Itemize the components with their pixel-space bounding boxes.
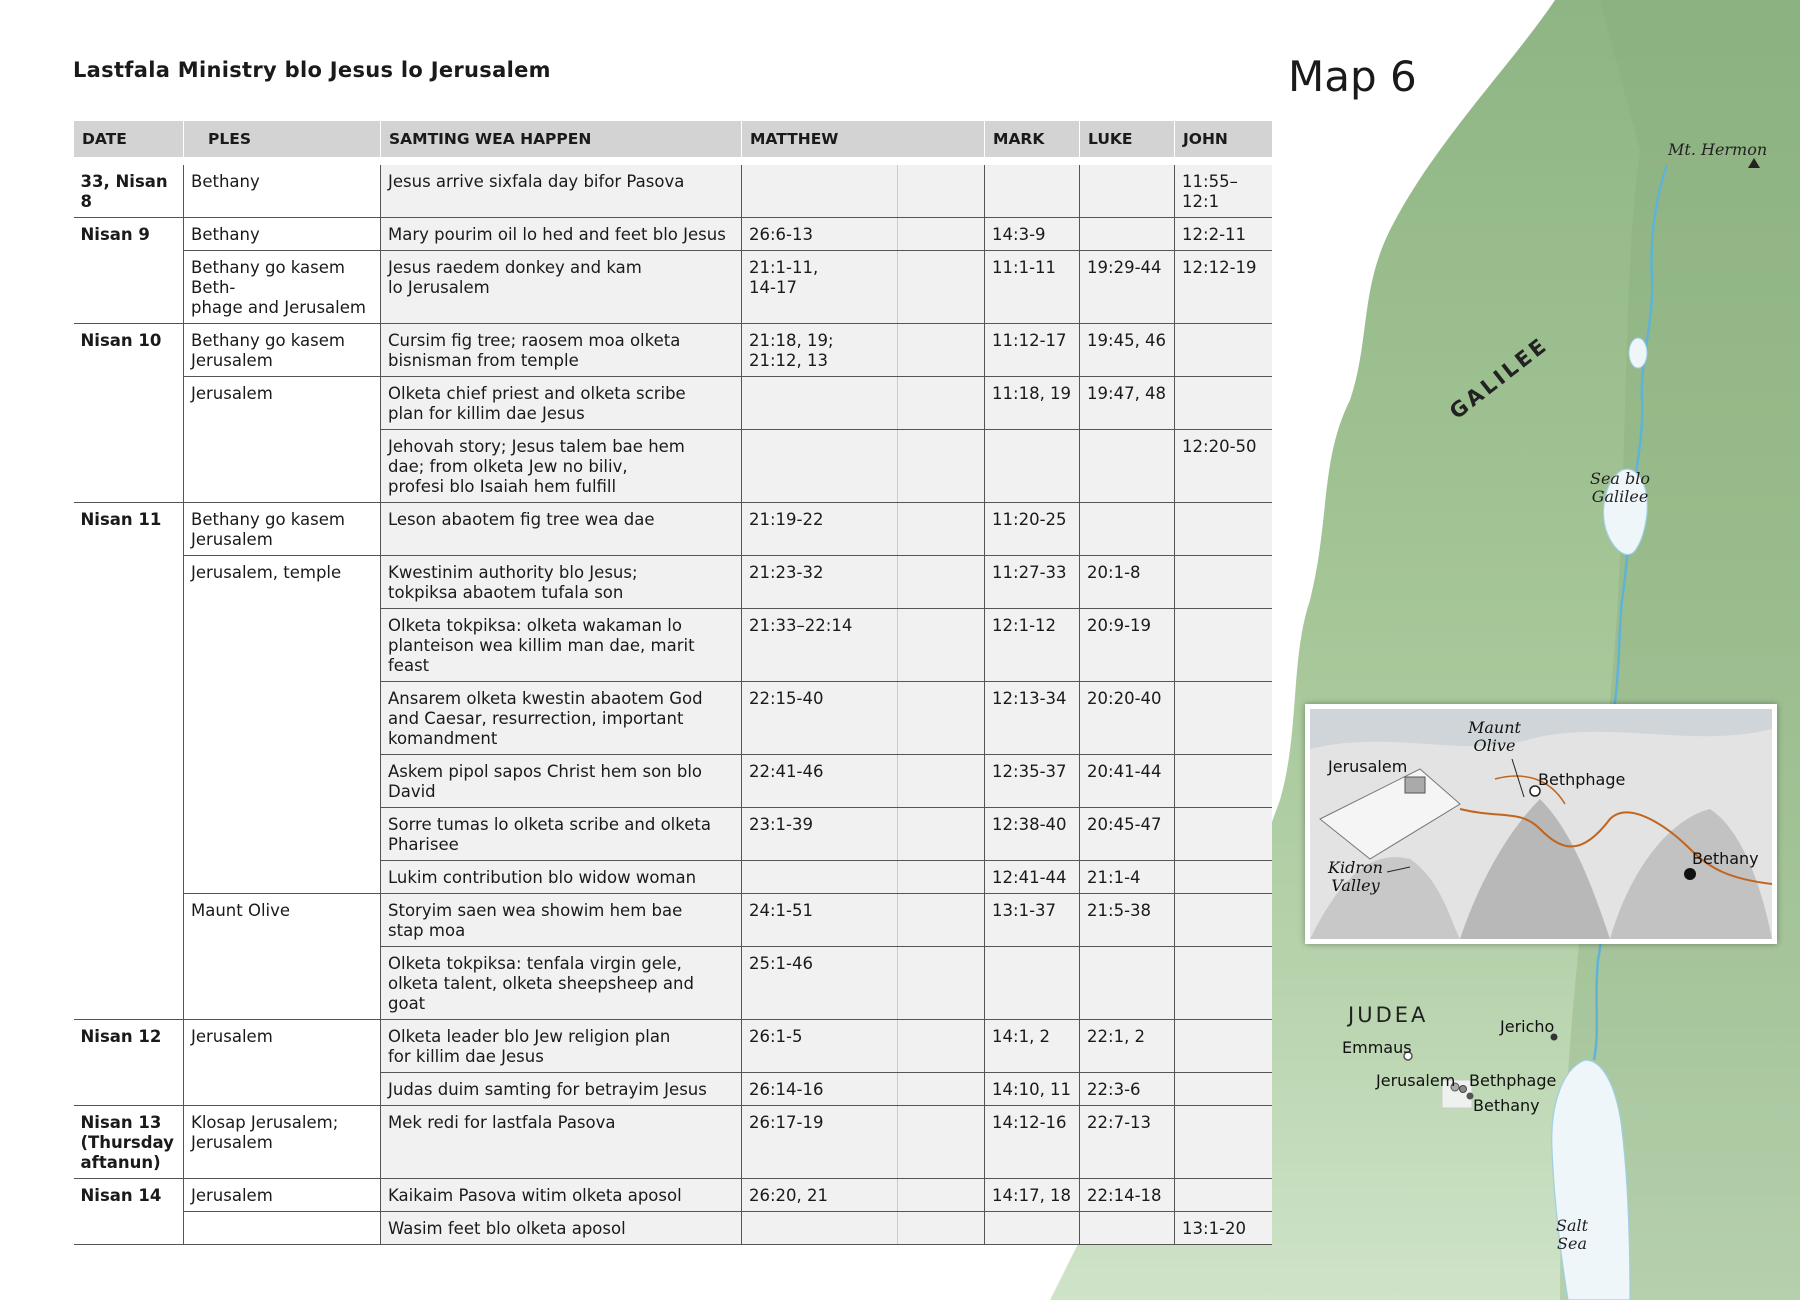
cell-john	[1175, 861, 1272, 894]
cell-mark: 14:3-9	[985, 218, 1080, 251]
page-title: Lastfala Ministry blo Jesus lo Jerusalem	[73, 58, 551, 82]
cell-john: 13:1-20	[1175, 1212, 1272, 1245]
cell-matthew: 26:14-16	[742, 1073, 898, 1106]
column-header-matthew: MATTHEW	[742, 121, 985, 157]
map-label-galilee: GALILEE	[1445, 332, 1553, 424]
cell-john	[1175, 556, 1272, 609]
cell-john	[1175, 808, 1272, 861]
header-gap	[74, 157, 1272, 165]
column-header-event: SAMTING WEA HAPPEN	[381, 121, 742, 157]
cell-matthew: 22:41-46	[742, 755, 898, 808]
cell-date	[74, 609, 184, 682]
cell-matthew: 26:1-5	[742, 1020, 898, 1073]
matthew-spacer-cell	[898, 682, 985, 755]
table-row	[74, 430, 1272, 503]
cell-ples: Bethany	[184, 165, 381, 218]
cell-date	[74, 808, 184, 861]
cell-event: Wasim feet blo olketa aposol	[381, 1212, 742, 1245]
cell-ples	[184, 947, 381, 1020]
table-row	[74, 609, 1272, 682]
matthew-spacer-cell	[898, 430, 985, 503]
table-row	[74, 324, 1272, 377]
cell-john	[1175, 1073, 1272, 1106]
table-row	[74, 947, 1272, 1020]
cell-mark: 13:1-37	[985, 894, 1080, 947]
cell-date	[74, 377, 184, 430]
cell-mark: 12:38-40	[985, 808, 1080, 861]
table-body	[74, 157, 1272, 1245]
cell-ples	[184, 1073, 381, 1106]
matthew-spacer-cell	[898, 1073, 985, 1106]
table-header-row	[74, 121, 1272, 157]
cell-mark: 12:1-12	[985, 609, 1080, 682]
cell-event: Sorre tumas lo olketa scribe and olketa Pharisee	[381, 808, 742, 861]
table-row	[74, 682, 1272, 755]
cell-date: 33, Nisan 8	[74, 165, 184, 218]
cell-date: Nisan 11	[74, 503, 184, 556]
cell-date: Nisan 12	[74, 1020, 184, 1073]
cell-john	[1175, 1179, 1272, 1212]
cell-mark: 12:13-34	[985, 682, 1080, 755]
table-row	[74, 861, 1272, 894]
cell-event: Storyim saen wea showim hem bae stap moa	[381, 894, 742, 947]
cell-mark	[985, 430, 1080, 503]
table-row	[74, 251, 1272, 324]
cell-date: Nisan 9	[74, 218, 184, 251]
cell-luke: 20:9-19	[1080, 609, 1175, 682]
table-row	[74, 377, 1272, 430]
cell-john	[1175, 503, 1272, 556]
inset-label-bethphage: Bethphage	[1538, 770, 1626, 789]
cell-event: Olketa leader blo Jew religion plan for killim dae Jesus	[381, 1020, 742, 1073]
matthew-spacer-cell	[898, 251, 985, 324]
cell-mark: 11:12-17	[985, 324, 1080, 377]
cell-ples: Bethany	[184, 218, 381, 251]
cell-mark: 12:41-44	[985, 861, 1080, 894]
map-label-bethphage: Bethphage	[1469, 1071, 1557, 1090]
cell-luke	[1080, 1212, 1175, 1245]
inset-label-bethany: Bethany	[1692, 849, 1759, 868]
cell-ples	[184, 1212, 381, 1245]
cell-event: Askem pipol sapos Christ hem son blo David	[381, 755, 742, 808]
cell-ples	[184, 430, 381, 503]
cell-event: Olketa chief priest and olketa scribe plan for killim dae Jesus	[381, 377, 742, 430]
table-row	[74, 808, 1272, 861]
cell-matthew: 26:6-13	[742, 218, 898, 251]
cell-ples: Jerusalem	[184, 1020, 381, 1073]
map-number-label: Map 6	[1288, 52, 1417, 101]
cell-date	[74, 1073, 184, 1106]
matthew-spacer-cell	[898, 218, 985, 251]
cell-luke: 22:14-18	[1080, 1179, 1175, 1212]
map-label-judea: JUDEA	[1348, 1003, 1429, 1027]
cell-mark: 11:18, 19	[985, 377, 1080, 430]
cell-ples: Bethany go kasem Jerusalem	[184, 503, 381, 556]
cell-event: Jehovah story; Jesus talem bae hem dae; from olketa Jew no biliv, profesi blo Isaiah hem fulfill	[381, 430, 742, 503]
cell-john	[1175, 609, 1272, 682]
cell-event: Leson abaotem fig tree wea dae	[381, 503, 742, 556]
column-header-luke: LUKE	[1080, 121, 1175, 157]
cell-luke: 22:1, 2	[1080, 1020, 1175, 1073]
cell-matthew	[742, 430, 898, 503]
cell-matthew: 21:1-11, 14-17	[742, 251, 898, 324]
cell-matthew: 26:17-19	[742, 1106, 898, 1179]
matthew-spacer-cell	[898, 503, 985, 556]
cell-date	[74, 682, 184, 755]
inset-label-kidron-valley: Kidron Valley	[1328, 858, 1383, 895]
cell-event: Olketa tokpiksa: tenfala virgin gele, olketa talent, olketa sheepsheep and goat	[381, 947, 742, 1020]
cell-luke: 20:20-40	[1080, 682, 1175, 755]
cell-mark: 11:1-11	[985, 251, 1080, 324]
cell-luke: 20:1-8	[1080, 556, 1175, 609]
matthew-spacer-cell	[898, 1212, 985, 1245]
cell-ples	[184, 861, 381, 894]
cell-ples: Jerusalem	[184, 1179, 381, 1212]
cell-luke: 22:3-6	[1080, 1073, 1175, 1106]
cell-event: Mek redi for lastfala Pasova	[381, 1106, 742, 1179]
cell-john: 12:2-11	[1175, 218, 1272, 251]
cell-ples: Jerusalem, temple	[184, 556, 381, 609]
column-header-ples: PLES	[184, 121, 381, 157]
matthew-spacer-cell	[898, 556, 985, 609]
matthew-spacer-cell	[898, 1179, 985, 1212]
cell-luke: 21:5-38	[1080, 894, 1175, 947]
column-header-mark: MARK	[985, 121, 1080, 157]
bethphage-marker	[1460, 1086, 1467, 1093]
cell-matthew: 21:19-22	[742, 503, 898, 556]
cell-matthew: 24:1-51	[742, 894, 898, 947]
cell-mark: 14:1, 2	[985, 1020, 1080, 1073]
cell-ples	[184, 609, 381, 682]
cell-mark	[985, 165, 1080, 218]
cell-ples: Bethany go kasem Jerusalem	[184, 324, 381, 377]
cell-date: Nisan 10	[74, 324, 184, 377]
cell-ples	[184, 682, 381, 755]
cell-matthew: 23:1-39	[742, 808, 898, 861]
cell-matthew: 26:20, 21	[742, 1179, 898, 1212]
table-row	[74, 894, 1272, 947]
cell-matthew	[742, 165, 898, 218]
cell-mark: 14:12-16	[985, 1106, 1080, 1179]
matthew-spacer-cell	[898, 165, 985, 218]
map-label-jericho: Jericho	[1500, 1017, 1555, 1036]
matthew-spacer-cell	[898, 861, 985, 894]
cell-luke: 21:1-4	[1080, 861, 1175, 894]
column-header-date: DATE	[74, 121, 184, 157]
cell-john	[1175, 755, 1272, 808]
cell-john: 12:20-50	[1175, 430, 1272, 503]
cell-ples: Bethany go kasem Beth- phage and Jerusalem	[184, 251, 381, 324]
table-row	[74, 1179, 1272, 1212]
cell-mark: 12:35-37	[985, 755, 1080, 808]
cell-matthew	[742, 861, 898, 894]
inset-map	[1305, 704, 1777, 944]
cell-event: Lukim contribution blo widow woman	[381, 861, 742, 894]
cell-mark	[985, 1212, 1080, 1245]
cell-matthew: 21:33–22:14	[742, 609, 898, 682]
cell-mark: 14:17, 18	[985, 1179, 1080, 1212]
column-header-john: JOHN	[1175, 121, 1272, 157]
cell-john	[1175, 1106, 1272, 1179]
cell-john	[1175, 324, 1272, 377]
table-row	[74, 755, 1272, 808]
cell-luke	[1080, 503, 1175, 556]
cell-mark	[985, 947, 1080, 1020]
cell-event: Jesus arrive sixfala day bifor Pasova	[381, 165, 742, 218]
cell-event: Mary pourim oil lo hed and feet blo Jesus	[381, 218, 742, 251]
cell-ples: Jerusalem	[184, 377, 381, 430]
cell-luke: 19:45, 46	[1080, 324, 1175, 377]
cell-matthew: 21:18, 19; 21:12, 13	[742, 324, 898, 377]
matthew-spacer-cell	[898, 755, 985, 808]
cell-event: Olketa tokpiksa: olketa wakaman lo planteison wea killim man dae, marit feast	[381, 609, 742, 682]
cell-event: Cursim fig tree; raosem moa olketa bisnisman from temple	[381, 324, 742, 377]
map-label-jerusalem: Jerusalem	[1376, 1071, 1456, 1090]
cell-event: Judas duim samting for betrayim Jesus	[381, 1073, 742, 1106]
cell-date	[74, 947, 184, 1020]
matthew-spacer-cell	[898, 324, 985, 377]
inset-terrain	[1310, 709, 1772, 939]
cell-john	[1175, 682, 1272, 755]
table-row	[74, 556, 1272, 609]
cell-luke	[1080, 165, 1175, 218]
cell-luke	[1080, 947, 1175, 1020]
cell-john: 12:12-19	[1175, 251, 1272, 324]
cell-john	[1175, 377, 1272, 430]
cell-date	[74, 894, 184, 947]
map-label-salt-sea: Salt Sea	[1556, 1216, 1589, 1253]
cell-date: Nisan 13 (Thursday aftanun)	[74, 1106, 184, 1179]
matthew-spacer-cell	[898, 1106, 985, 1179]
cell-luke: 22:7-13	[1080, 1106, 1175, 1179]
matthew-spacer-cell	[898, 947, 985, 1020]
cell-ples: Klosap Jerusalem; Jerusalem	[184, 1106, 381, 1179]
cell-ples: Maunt Olive	[184, 894, 381, 947]
cell-event: Kaikaim Pasova witim olketa aposol	[381, 1179, 742, 1212]
map-label-mt-hermon: Mt. Hermon	[1668, 140, 1768, 159]
table-row	[74, 1020, 1272, 1073]
cell-luke	[1080, 218, 1175, 251]
cell-date	[74, 430, 184, 503]
cell-luke: 19:29-44	[1080, 251, 1175, 324]
table-row	[74, 1073, 1272, 1106]
cell-event: Kwestinim authority blo Jesus; tokpiksa abaotem tufala son	[381, 556, 742, 609]
cell-john: 11:55–12:1	[1175, 165, 1272, 218]
inset-label-jerusalem: Jerusalem	[1328, 757, 1408, 776]
cell-matthew: 25:1-46	[742, 947, 898, 1020]
cell-matthew	[742, 1212, 898, 1245]
matthew-spacer-cell	[898, 377, 985, 430]
cell-date	[74, 1212, 184, 1245]
cell-mark: 11:27-33	[985, 556, 1080, 609]
table-row	[74, 165, 1272, 218]
table-row	[74, 1212, 1272, 1245]
cell-matthew: 22:15-40	[742, 682, 898, 755]
matthew-spacer-cell	[898, 609, 985, 682]
cell-mark: 14:10, 11	[985, 1073, 1080, 1106]
matthew-spacer-cell	[898, 808, 985, 861]
cell-date	[74, 251, 184, 324]
cell-john	[1175, 947, 1272, 1020]
cell-luke	[1080, 430, 1175, 503]
cell-ples	[184, 808, 381, 861]
cell-luke: 20:45-47	[1080, 808, 1175, 861]
cell-luke: 20:41-44	[1080, 755, 1175, 808]
cell-date	[74, 556, 184, 609]
cell-date	[74, 755, 184, 808]
cell-matthew	[742, 377, 898, 430]
map-label-sea-of-galilee: Sea blo Galilee	[1590, 469, 1651, 506]
cell-matthew: 21:23-32	[742, 556, 898, 609]
table-row	[74, 218, 1272, 251]
matthew-spacer-cell	[898, 894, 985, 947]
cell-event: Ansarem olketa kwestin abaotem God and Caesar, resurrection, important komandment	[381, 682, 742, 755]
table-row	[74, 503, 1272, 556]
ministry-schedule-table	[73, 121, 1272, 1245]
map-label-bethany: Bethany	[1473, 1096, 1540, 1115]
cell-john	[1175, 894, 1272, 947]
matthew-spacer-cell	[898, 1020, 985, 1073]
map-label-emmaus: Emmaus	[1342, 1038, 1412, 1057]
cell-date	[74, 861, 184, 894]
cell-date: Nisan 14	[74, 1179, 184, 1212]
cell-mark: 11:20-25	[985, 503, 1080, 556]
lake-hula	[1629, 338, 1647, 368]
cell-event: Jesus raedem donkey and kam lo Jerusalem	[381, 251, 742, 324]
cell-ples	[184, 755, 381, 808]
cell-john	[1175, 1020, 1272, 1073]
table-row	[74, 1106, 1272, 1179]
inset-label-maunt-olive: Maunt Olive	[1468, 718, 1521, 755]
cell-luke: 19:47, 48	[1080, 377, 1175, 430]
